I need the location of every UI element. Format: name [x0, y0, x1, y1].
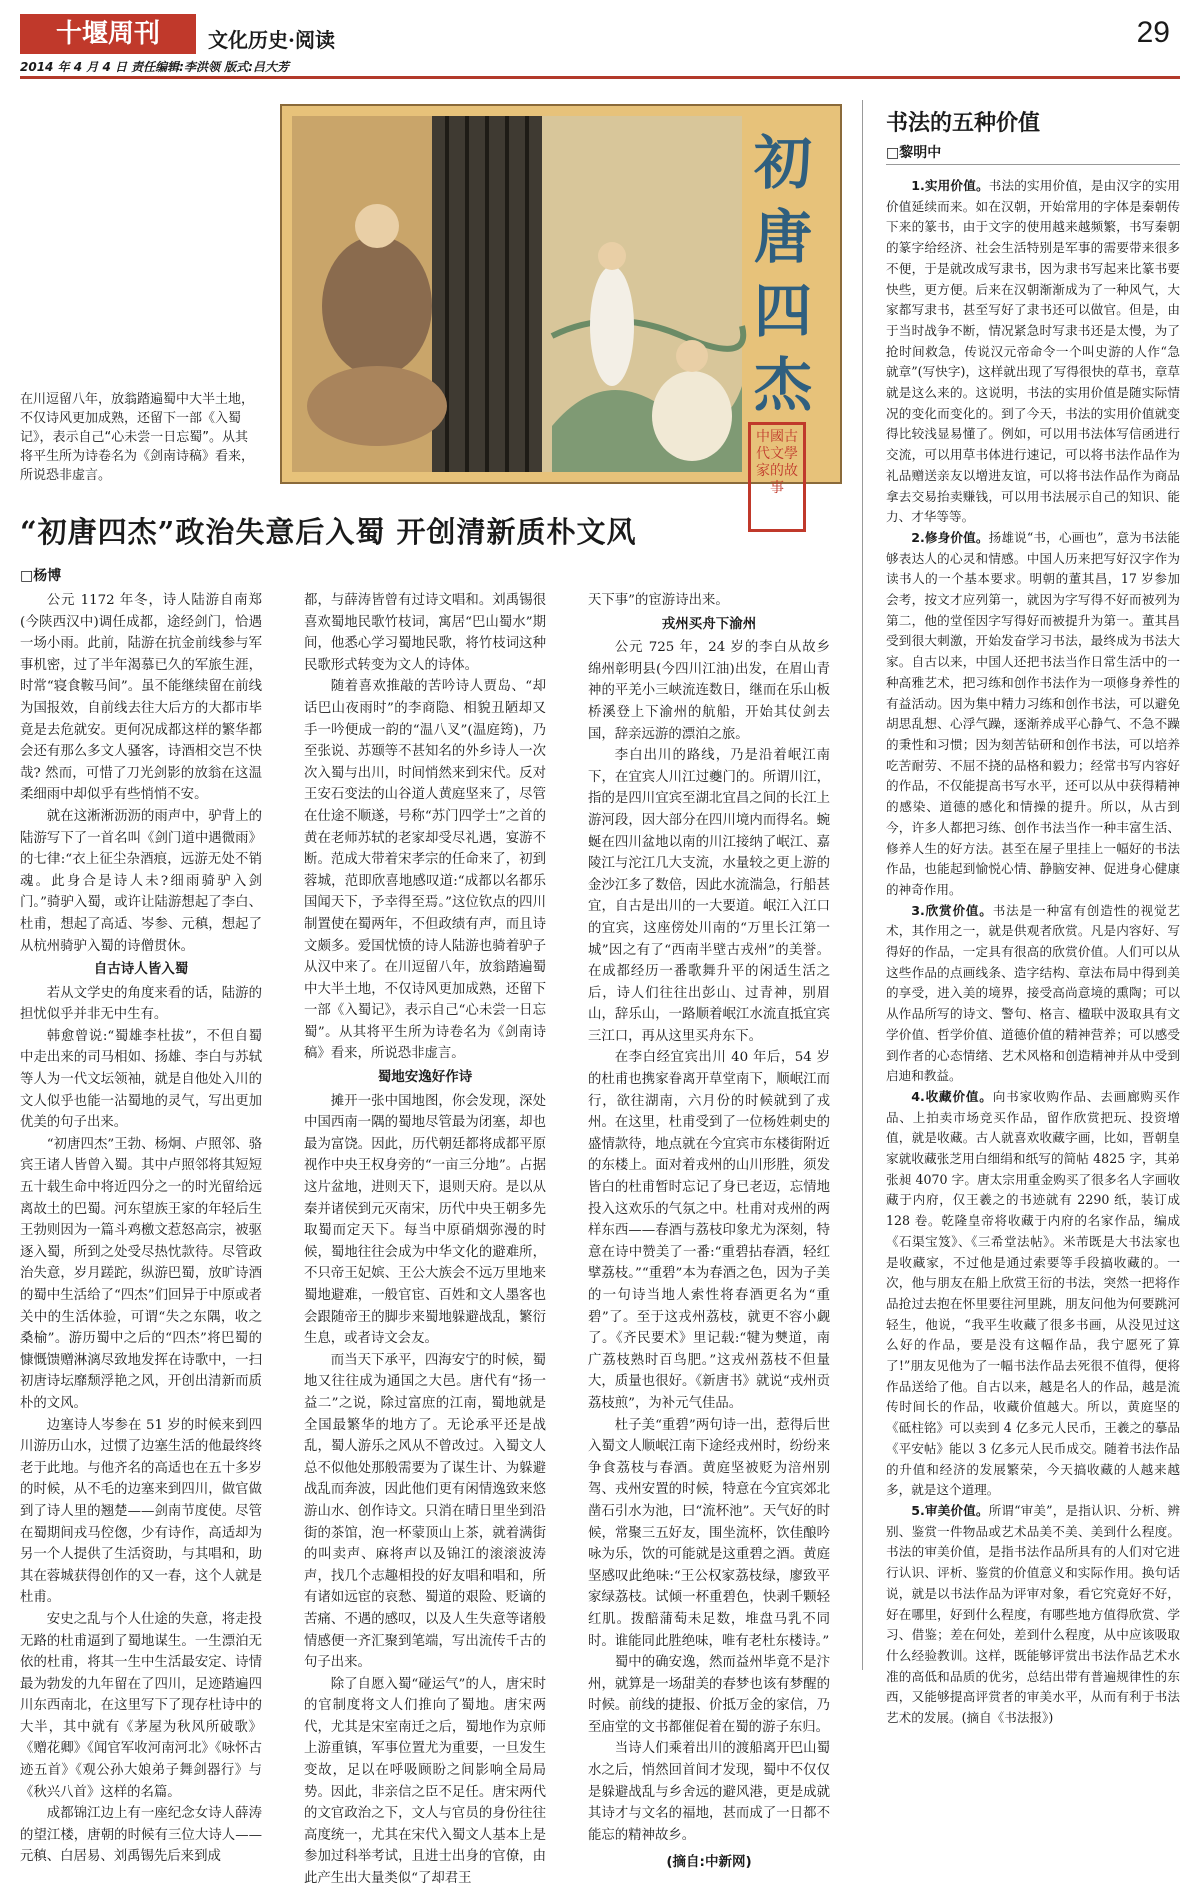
brand-logo: 十堰周刊	[20, 14, 196, 54]
paragraph: 而当天下承平，四海安宁的时候，蜀地又往往成为通国之大邑。唐代有“扬一益二”之说，除过富庶的江南，蜀地就是全国最繁华的地方了。无论承平还是战乱，蜀人游乐之风从不曾改过。入蜀文人总不似他处那般需要为了谋生计、为躲避战乱而奔波，因此他们更有闲情逸致来悠游山水、创作诗文。只消在晴日里坐到沿街的茶馆，泡一杯蒙顶山上茶，就着满街的叫卖声、麻将声以及锦江的滚滚波涛声，找几个志趣相投的好友唱和唱和，所有诸如远宦的哀愁、蜀道的艰险、贬谪的苦痛、不遇的感叹，以及人生失意等诸般情感便一齐汇聚到笔端，写出流传千古的句子出来。	[304, 1352, 546, 1671]
paragraph: 边塞诗人岑参在 51 岁的时候来到四川游历山水，过惯了边塞生活的他最终终老于此地。与他齐名的高适也在五十多岁的时候，从不毛的边塞来到四川，做官做到了诗人里的翘楚——剑南节度使。尽管在蜀期间戎马倥偬，少有诗作，高适却为另一个人提供了生活资助，与其唱和，助其在蓉城获得创作的又一春，这个人就是杜甫。	[20, 1417, 262, 1606]
page-number: 29	[1136, 16, 1170, 49]
sidebar-paragraph-lead: 2.修身价值。	[911, 529, 989, 545]
paragraph: 公元 1172 年冬，诗人陆游自南郑(今陕西汉中)调任成都，途经剑门，恰遇一场小雨。此前，陆游在抗金前线参与军事机密，过了半年渴慕已久的军旅生涯，时常“寝食鞍马间”。虽不能继续留在前线为国报效，自前线去往大后方的大都市毕竟是去危就安。更何况成都这样的繁华都会还有那么多文人骚客，诗酒相交岂不快哉? 然而，可惜了刀光剑影的放翁在这温柔细雨中却似乎有些悄悄不安。	[20, 593, 262, 803]
paragraph: 随着喜欢推敲的苦吟诗人贾岛、“却话巴山夜雨时”的李商隐、相貌丑陋却又手一吟便成一韵的“温八叉”(温庭筠)，乃至张说、苏颋等不甚知名的外乡诗人一次次入蜀与出川，时间悄然来到宋代。反对王安石变法的山谷道人黄庭坚来了，尽管在仕途不顺遂，号称“苏门四学士”之首的黄在老师苏轼的老家却受尽礼遇，宴游不断。范成大带着宋孝宗的任命来了，初到蓉城，范即欣喜地感叹道:“成都以名都乐国闻天下，予幸得至焉。”这位钦点的四川制置使在蜀两年，不但政绩有声，而且诗文颇多。爱国忧愤的诗人陆游也骑着驴子从汉中来了。在川逗留八年，放翁踏遍蜀中大半土地，不仅诗风更加成熟，还留下一部《入蜀记》，表示自己“心未尝一日忘蜀”。从其将平生所为诗卷名为《剑南诗稿》看来，所说恐非虚言。	[304, 679, 546, 1062]
article-column-2	[304, 590, 546, 1890]
sidebar-paragraph	[886, 1501, 1180, 1729]
paragraph: 安史之乱与个人仕途的失意，将走投无路的杜甫逼到了蜀地谋生。一生漂泊无依的杜甫，将其一生中生活最安定、诗情最为勃发的九年留在了四川，足迹踏遍四川东西南北，在这里写下了现存杜诗中的大半，其中就有《茅屋为秋风所破歌》《赠花卿》《闻官军收河南河北》《咏怀古迹五首》《观公孙大娘弟子舞剑器行》与《秋兴八首》这样的名篇。	[20, 1611, 262, 1800]
sidebar-paragraph-lead: 3.欣赏价值。	[911, 902, 993, 918]
publisher-seal: 中國古代文學家的故事	[748, 422, 806, 532]
article-byline: □杨博	[20, 568, 62, 584]
sidebar-paragraph-text: 书法是一种富有创造性的视觉艺术，其作用之一，就是供观者欣赏。凡是内容好、写得好的作品，一定具有很高的欣赏价值。人们可以从这些作品的点画线条、造字结构、章法布局中得到美的享受，进入美的境界，接受高尚意境的熏陶；可以从作品所写的诗文、警句、格言、楹联中汲取具有文学价值、哲学价值、道德价值的精神营养；可以感受到作者的心态情绪、艺术风格和创造精神并从中受到启迪和教益。	[886, 902, 1180, 1084]
section-title: 文化历史·阅读	[208, 28, 335, 52]
article-column-3	[588, 590, 830, 1874]
sidebar-paragraph	[886, 901, 1180, 1087]
column-divider	[862, 100, 863, 1670]
paragraph: 除了自愿入蜀“碰运气”的人，唐宋时的官制度将文人们推向了蜀地。唐宋两代，尤其是宋室南迁之后，蜀地作为京师上游重镇，军事位置尤为重要，一旦发生变故，足以在呼吸顾盼之间影响全局局势。因此，非亲信之臣不足任。唐宋两代的文官政治之下，文人与官员的身份往往高度统一，尤其在宋代入蜀文人基本上是参加过科举考试，且进士出身的官僚，由此产生出大量类似“了却君王	[304, 1676, 546, 1887]
subheading: 戎州买舟下渝州	[661, 615, 757, 632]
header-rule	[20, 76, 1180, 79]
sidebar-rule	[886, 164, 1180, 165]
sidebar-paragraph-text: 扬雄说“书，心画也”，意为书法能够表达人的心灵和情感。中国人历来把写好汉字作为读书人的一个基本要求。明朝的董其昌，17 岁参加会考，按文才应列第一，就因为字写得不好而被列为第二，他的堂侄因字写得好而被提升为第一。董其昌受到很大刺激，开始发奋学习书法，最终成为书法大家。自古以来，中国人还把书法当作日常生活中的一种高雅艺术，把习练和创作书法作为一项修身养性的有益活动。因为集中精力习练和创作书法，可以避免胡思乱想、心浮气躁，逐渐养成平心静气、不急不躁的秉性和习惯；因为刻苦钻研和创作书法，可以培养吃苦耐劳、不屈不挠的品格和毅力；经常书写内容好的作品，不仅能提高书写水平，还可以从中获得精神的感染、道德的感化和情操的提升。所以，从古到今，许多人都把习练、创作书法当作一种丰富生活、修养人生的好方法。甚至在屋子里挂上一幅好的书法作品，也能起到愉悦心情、静脑安神、促进身心健康的神奇作用。	[886, 529, 1180, 897]
sidebar-paragraph-text: 书法的实用价值，是由汉字的实用价值延续而来。如在汉朝，开始常用的字体是秦朝传下来的篆书，由于文字的使用越来越频繁，书写秦朝的篆字给经济、社会生活特别是军事的需要带来很多不便，于是就改成写隶书，因为隶书写起来比篆书要快些，更方便。后来在汉朝渐渐成为了一种风气，大家都写隶书，甚至写好了隶书还可以做官。但是，由于当时战争不断，情况紧急时写隶书还是太慢，为了抢时间救急，传说汉元帝命令一个叫史游的人作“急就章”(写快字)，这样就出现了写得很快的草书，章草就是这么来的。这说明，书法的实用价值是随实际情况的变化而变化的。到了今天，书法的实用价值就变得比较浅显易懂了。例如，可以用书法体写信函进行交流，可以用草书体进行速记，可以将书法作品作为礼品赠送亲友以增进友谊，可以将书法作品作为商品拿去交易抬卖赚钱，可以用书法展示自己的知识、能力、才华等等。	[886, 178, 1180, 525]
sidebar-paragraph	[886, 176, 1180, 528]
paragraph: 韩愈曾说:“蜀雄李杜拔”，不但自蜀中走出来的司马相如、扬雄、李白与苏轼等人为一代文坛领袖，就是自他处入川的文人似乎也能一沾蜀地的灵气，写出更加优美的句子出来。	[20, 1028, 262, 1131]
paragraph: 摊开一张中国地图，你会发现，深处中国西南一隅的蜀地尽管最为闭塞，却也最为富饶。因此，历代朝廷都将成都平原视作中央王权身旁的“一亩三分地”。占据这片盆地，进则天下，退则天府。是以从秦并诸侯到元灭南宋，历代中央王朝多先取蜀而定天下。每当中原硝烟弥漫的时候，蜀地往往会成为中华文化的避难所，不只帝王妃嫔、王公大族会不远万里地来蜀地避难，一般官宦、百姓和文人墨客也会跟随帝王的脚步来蜀地躲避战乱，繁衍生息，或者诗文会友。	[304, 1093, 546, 1347]
paragraph: 都，与薛涛皆曾有过诗文唱和。刘禹锡很喜欢蜀地民歌竹枝词，寓居“巴山蜀水”期间，他悉心学习蜀地民歌，将竹枝词这种民歌形式转变为文人的诗体。	[304, 593, 546, 673]
paragraph: 成都锦江边上有一座纪念女诗人薛涛的望江楼，唐朝的时候有三位大诗人——元稹、白居易、刘禹锡先后来到成	[20, 1806, 262, 1865]
masthead	[20, 14, 1180, 54]
image-caption: 在川逗留八年，放翁踏遍蜀中大半土地，不仅诗风更加成熟，还留下一部《入蜀记》，表示自己“心未尝一日忘蜀”。从其将平生所为诗卷名为《剑南诗稿》看来，所说恐非虚言。	[20, 392, 255, 483]
sidebar-paragraph-lead: 5.审美价值。	[911, 1503, 989, 1518]
article-headline: “初唐四杰”政治失意后入蜀 开创清新质朴文风	[20, 515, 637, 549]
sidebar-paragraph	[886, 1087, 1180, 1501]
sidebar-paragraph-text: 所谓“审美”，是指认识、分析、辨别、鉴赏一件物品或艺术品美不美、美到什么程度。书法的审美价值，是指书法作品所具有的人们对它进行认识、评析、鉴赏的价值意义和实际作用。换句话说，就是以书法作品为评审对象，看它究竟好不好，好在哪里，好到什么程度，有哪些地方值得欣赏、学习、借鉴；差在何处，差到什么程度，从中应该吸取什么经验教训。这样，既能够评赏出书法作品艺术水准的高低和品质的优劣，总结出带有普遍规律性的东西，又能够提高评赏者的审美水平，从而有利于书法艺术的发展。(摘自《书法报》)	[886, 1503, 1180, 1726]
article-source: (摘自:中新网)	[666, 1854, 752, 1871]
sidebar-title: 书法的五种价值	[886, 110, 1041, 136]
sidebar-body	[886, 176, 1180, 1729]
paragraph: 李白出川的路线，乃是沿着岷江南下，在宜宾人川江过夔门的。所谓川江，指的是四川宜宾至湖北宜昌之间的长江上游河段，因大部分在四川境内而得名。蜿蜒在四川盆地以南的川江接纳了岷江、嘉陵江与沱江几大支流，水量较之更上游的金沙江多了数倍，因此水流湍急，行船甚宜，自古是出川的一大要道。岷江入江口的宜宾，这座傍处川南的“万里长江第一城”因之有了“西南半壁古戎州”的美誉。在成都经历一番歌舞升平的闲适生活之后，诗人们往往出彭山、过青神，别眉山，辞乐山，一路顺着岷江水流直抵宜宾三江口，再从这里买舟东下。	[588, 748, 830, 1044]
book-cover-image	[280, 104, 842, 496]
article-column-1	[20, 590, 262, 1868]
paragraph: 若从文学史的角度来看的话，陆游的担忧似乎并非无中生有。	[20, 985, 262, 1023]
paragraph: 公元 725 年，24 岁的李白从故乡绵州彰明县(今四川江油)出发，在眉山青神的平羌小三峡流连数日，继而在乐山板桥溪登上下渝州的航船，开始其仗剑去国，辞亲远游的漂泊之旅。	[588, 640, 830, 742]
cover-title: 初唐四杰	[753, 129, 812, 419]
sidebar-paragraph-lead: 4.收藏价值。	[911, 1088, 993, 1104]
sidebar-paragraph	[886, 528, 1180, 901]
sidebar-byline: □黎明中	[886, 145, 942, 161]
sidebar-paragraph-lead: 1.实用价值。	[911, 178, 989, 193]
paragraph: 就在这淅淅沥沥的雨声中，驴背上的陆游写下了一首名叫《剑门道中遇微雨》的七律:“衣上征尘杂酒痕，远游无处不销魂。此身合是诗人未?细雨骑驴入剑门。”骑驴入蜀，或许让陆游想起了李白、杜甫，想起了高适、岑参、元稹，想起了从杭州骑驴入蜀的诗僧贯休。	[20, 808, 262, 954]
dateline: 2014 年 4 月 4 日 责任编辑:李洪领 版式:吕大芳	[20, 60, 289, 74]
paragraph: “初唐四杰”王勃、杨炯、卢照邻、骆宾王诸人皆曾入蜀。其中卢照邻将其短短五十载生命中将近四分之一的时光留给远离故土的巴蜀。河东望族王家的年轻后生王勃则因为一篇斗鸡檄文惹怒高宗，被驱逐入蜀，所到之处受尽热忱款待。尽管政治失意，岁月蹉跎，纵游巴蜀，放旷诗酒的蜀中生活给了“四杰”们回异于中原或者关中的生活体验，可谓“失之东隅，收之桑榆”。游历蜀中之后的“四杰”将巴蜀的慷慨馈赠淋漓尽致地发挥在诗歌中，一扫初唐诗坛靡颓浮艳之风，开创出清新而质朴的文风。	[20, 1136, 262, 1411]
subheading: 自古诗人皆入蜀	[93, 961, 189, 978]
sidebar-paragraph-text: 向书家收购作品、去画廊购买作品、上拍卖市场竞买作品，留作欣赏把玩、投资增值，就是收藏。古人就喜欢收藏字画，比如，晋朝皇家就收藏张芝用白细绢和纸写的简帖 4825 字，其弟张昶 4070 字。唐太宗用重金购买了很多名人字画收藏于内府，仅王羲之的书迹就有 2290 纸，装订成 128 卷。乾隆皇帝将收藏于内府的名家作品，编成《石渠宝笈》、《三希堂法帖》。米芾既是大书法家也是收藏家，不过他是通过索要等手段搞收藏的。一次，他与朋友在船上欣赏王衍的书法，突然一把将作品抢过去抱在怀里要往河里跳，朋友问他为何要跳河轻生，他说，“我平生收藏了很多书画，从没见过这么好的作品，要是没有这幅作品，我宁愿死了算了!”朋友见他为了一幅书法作品去死很不值得，便将作品送给了他。自古以来，越是名人的作品，越是流传时间长的作品，收藏价值越大。所以，黄庭坚的《砥柱铭》可以卖到 4 亿多元人民币，王羲之的摹品《平安帖》能以 3 亿多元人民币成交。随着书法作品的升值和经济的发展繁荣，今天搞收藏的人越来越多，就是这个道理。	[886, 1088, 1180, 1498]
paragraph: 在李白经宜宾出川 40 年后，54 岁的杜甫也携家眷离开草堂南下，顺岷江而行，欲往湖南，六月份的时候就到了戎州。在这里，杜甫受到了一位杨姓刺史的盛情款待，地点就在今宜宾市东楼街附近的东楼上。面对着戎州的山川形胜，须发皆白的杜甫暂时忘记了身已老迈，忘情地投入这欢乐的气氛之中。杜甫对戎州的两样东西——春酒与荔枝印象尤为深刻，特意在诗中赞美了一番:“重碧拈春酒，轻红擘荔枝。”“重碧”本为春酒之色，因为子美的一句诗当地人索性将春酒更名为“重碧”了。至于这戎州荔枝，就更不容小觑了。《齐民要术》里记载:“犍为僰道，南广荔枝熟时百鸟肥。”这戎州荔枝不但量大，质量也很好。《新唐书》就说“戎州贡荔枝煎”，为补元气佳品。	[588, 1050, 830, 1411]
paragraph: 当诗人们乘着出川的渡船离开巴山蜀水之后，悄然回首间才发现，蜀中不仅仅是躲避战乱与乡舍远的避风港，更是成就其诗才与文名的福地，甚而成了一日都不能忘的精神故乡。	[588, 1741, 830, 1843]
subheading: 蜀地安逸好作诗	[377, 1069, 473, 1086]
paragraph: 杜子美“重碧”两句诗一出，惹得后世入蜀文人顺岷江南下途经戎州时，纷纷来争食荔枝与春酒。黄庭坚被贬为涪州别驾、戎州安置的时候，特意在今宜宾郊北凿石引水为池，曰“流杯池”。天气好的时候，常聚三五好友，围坐流杯，饮佳酿吟咏为乐，饮的可能就是这重碧之酒。黄庭坚感叹此绝味:“王公权家荔枝绿，廖致平家绿荔枝。试倾一杯重碧色，快剥千颗轻红肌。拨醅蒲萄未足数，堆盘马乳不同时。谁能同此胜绝味，唯有老杜东楼诗。”	[588, 1417, 830, 1649]
paragraph: 天下事”的宦游诗出来。	[588, 593, 729, 608]
paragraph: 蜀中的确安逸，然而益州毕竟不是汴州，就算是一场甜美的春梦也该有梦醒的时候。前线的捷报、价抵万金的家信，乃至庙堂的文书都催促着在蜀的游子东归。	[588, 1655, 830, 1735]
